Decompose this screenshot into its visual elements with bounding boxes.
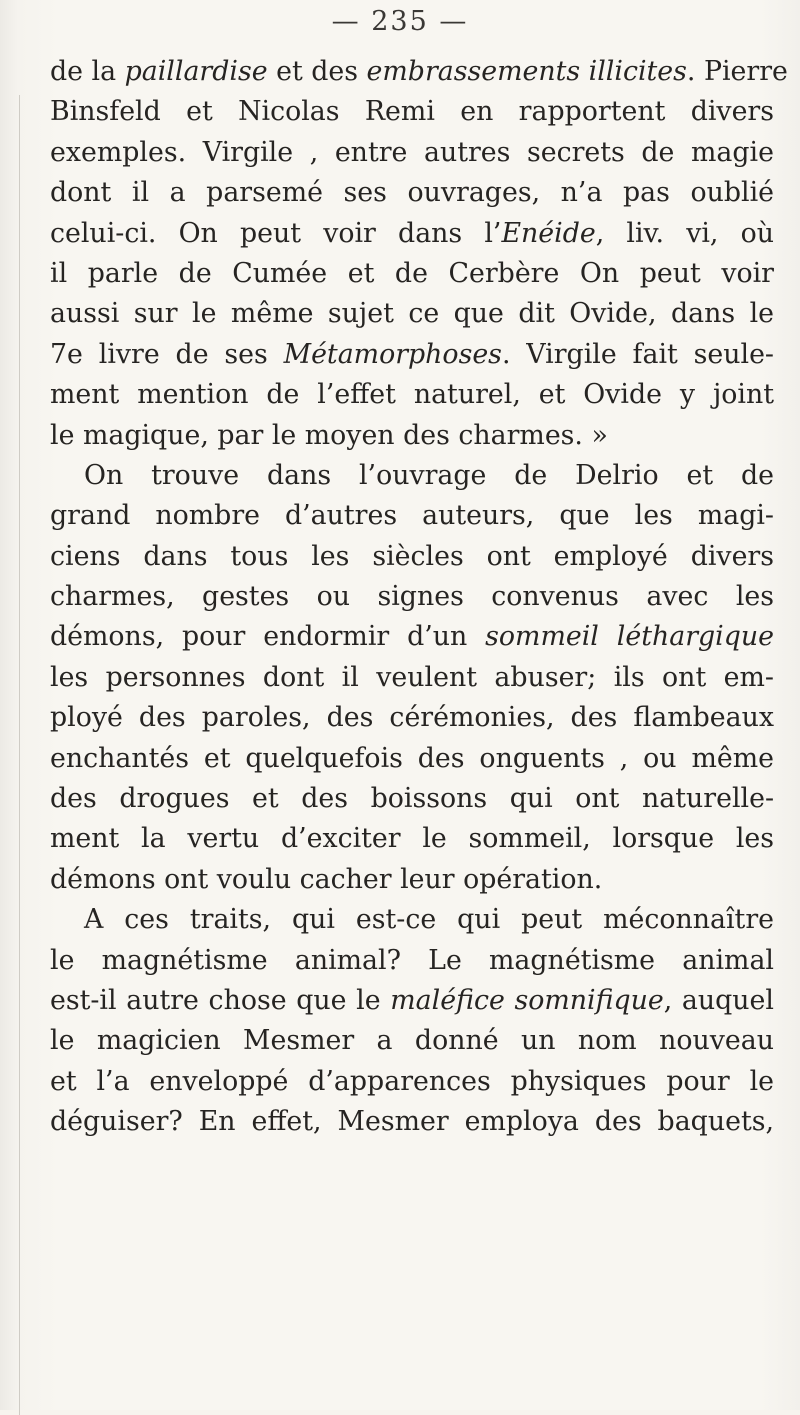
text-segment: ment mention de l’effet naturel, et Ovide y joint [50, 379, 774, 411]
text-line [50, 294, 774, 334]
text-segment: . Pierre [686, 56, 788, 87]
text-segment: aussi sur le même sujet ce que dit Ovide, dans le [50, 298, 774, 330]
text-segment: Binsfeld et Nicolas Remi en rapportent divers [50, 96, 774, 128]
text-line [50, 92, 774, 132]
text-line [50, 739, 774, 779]
text-segment: enchantés et quelquefois des onguents , ou même [50, 742, 774, 774]
text-line [50, 52, 788, 92]
italic-text-segment: Métamorphoses [283, 338, 502, 370]
text-segment: . Virgile fait seule- [501, 338, 774, 370]
text-line [50, 1021, 774, 1061]
text-segment: le magicien Mesmer a donné un nom nouveau [50, 1025, 774, 1057]
text-line [50, 254, 774, 294]
text-line [50, 577, 774, 617]
text-segment: A ces traits, qui est-ce qui peut méconnaître [84, 904, 774, 936]
text-segment: grand nombre d’autres auteurs, que les magi- [50, 500, 774, 532]
text-segment: charmes, gestes ou signes convenus avec les [50, 581, 774, 613]
text-segment: démons, pour endormir d’un [50, 621, 486, 653]
text-line [50, 214, 774, 254]
text-line [50, 698, 774, 738]
text-segment: , auquel [663, 984, 774, 1016]
text-segment: et l’a enveloppé d’apparences physiques pour le [50, 1065, 774, 1097]
text-segment: exemples. Virgile , entre autres secrets de magie [50, 136, 774, 168]
page-number: — 235 — [331, 6, 469, 37]
text-line [50, 416, 774, 456]
text-segment: ment la vertu d’exciter le sommeil, lorsque les [50, 823, 774, 855]
text-line [50, 658, 774, 698]
text-line [50, 496, 774, 536]
text-segment: et des [267, 56, 367, 87]
text-segment: On trouve dans l’ouvrage de Delrio et de [84, 459, 774, 491]
text-segment: des drogues et des boissons qui ont naturelle- [50, 783, 774, 815]
text-line [50, 537, 774, 577]
text-line [50, 173, 774, 213]
text-segment: déguiser? En effet, Mesmer employa des baquets, [50, 1106, 774, 1138]
text-line [50, 900, 774, 940]
italic-text-segment: sommeil léthargique [485, 621, 774, 653]
text-line [50, 1102, 774, 1142]
text-segment: démons ont voulu cacher leur opération. [50, 863, 603, 895]
italic-text-segment: maléfice somnifique [390, 984, 664, 1016]
text-segment: 7e livre de ses [50, 338, 284, 370]
text-segment: le magique, par le moyen des charmes. » [50, 419, 608, 451]
text-segment: ployé des paroles, des cérémonies, des flambeaux [50, 702, 774, 734]
text-line [50, 860, 774, 900]
italic-text-segment: embrassements illicites [366, 56, 687, 87]
text-line [50, 1062, 774, 1102]
text-line [50, 335, 774, 375]
italic-text-segment: paillardise [124, 56, 268, 87]
text-line [50, 456, 774, 496]
text-line [50, 617, 774, 657]
text-segment: il parle de Cumée et de Cerbère On peut voir [50, 257, 774, 289]
text-line [50, 941, 774, 981]
text-line [50, 981, 774, 1021]
text-line [50, 133, 774, 173]
text-segment: dont il a parsemé ses ouvrages, n’a pas oublié [50, 177, 774, 209]
text-segment: le magnétisme animal? Le magnétisme animal [50, 944, 774, 976]
text-segment: est-il autre chose que le [50, 984, 391, 1016]
italic-text-segment: Enéide [501, 217, 596, 249]
text-segment: celui-ci. On peut voir dans l’ [50, 217, 502, 249]
text-line [50, 779, 774, 819]
page-gutter-line [19, 95, 20, 1415]
text-segment: , liv. vi, où [595, 217, 775, 249]
text-segment: les personnes dont il veulent abuser; ils ont em- [50, 661, 774, 693]
text-line [50, 819, 774, 859]
body-text [50, 52, 788, 1143]
text-segment: de la [50, 56, 125, 87]
text-segment: ciens dans tous les siècles ont employé divers [50, 540, 774, 572]
text-line [50, 375, 774, 415]
